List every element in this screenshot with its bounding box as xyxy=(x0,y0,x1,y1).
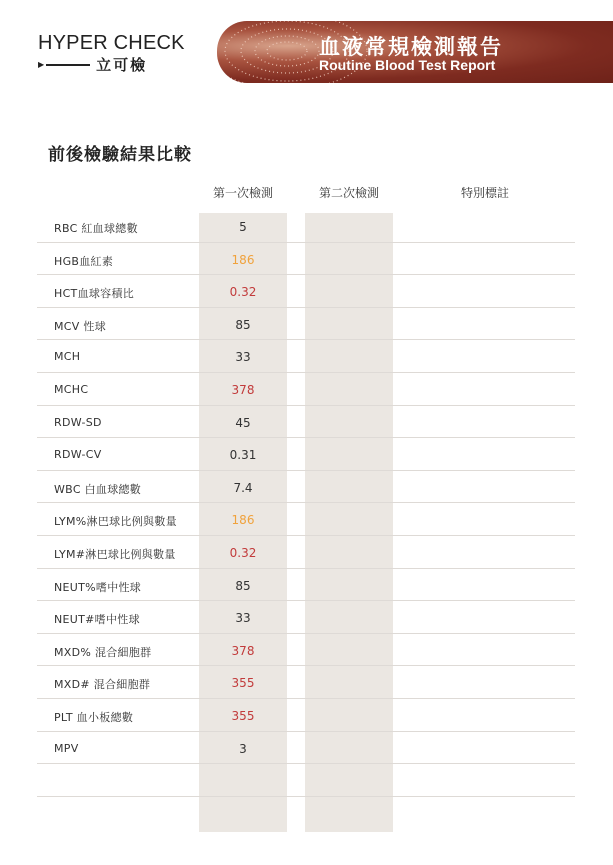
report-title-zh: 血液常規檢測報告 xyxy=(319,35,503,59)
first-test-value: 45 xyxy=(235,415,251,430)
first-test-value: 355 xyxy=(231,708,255,723)
table-row xyxy=(37,471,575,504)
column-header-first: 第一次檢測 xyxy=(212,186,273,200)
row-label: LYM%淋巴球比例與數量 xyxy=(54,515,177,529)
first-test-value: 0.31 xyxy=(229,448,257,463)
table-row xyxy=(37,699,575,732)
table-row xyxy=(37,373,575,406)
brand-name-zh: 立可檢 xyxy=(96,56,148,74)
first-test-value: 85 xyxy=(235,578,251,593)
first-test-value: 355 xyxy=(231,676,255,691)
row-label: MPV xyxy=(54,741,79,755)
first-test-value: 378 xyxy=(231,382,255,397)
table-row xyxy=(37,601,575,634)
report-banner xyxy=(217,21,613,83)
row-label: MXD% 混合細胞群 xyxy=(54,645,152,659)
report-title-en: Routine Blood Test Report xyxy=(319,57,496,73)
row-label: NEUT#嗜中性球 xyxy=(54,613,140,627)
first-test-value: 5 xyxy=(239,220,247,234)
table-row xyxy=(37,275,575,308)
row-label: NEUT%嗜中性球 xyxy=(54,580,142,594)
row-label: HGB血紅素 xyxy=(54,254,114,268)
row-label: RBC 紅血球總數 xyxy=(54,222,138,235)
first-test-value: 33 xyxy=(235,611,251,626)
table-row xyxy=(37,308,575,341)
table-row xyxy=(37,210,575,243)
first-test-value: 378 xyxy=(231,643,255,658)
first-test-value: 186 xyxy=(231,513,255,528)
table-row xyxy=(37,406,575,439)
brand-logo xyxy=(38,33,218,73)
first-test-value: 85 xyxy=(235,317,251,332)
table-row xyxy=(37,666,575,699)
row-label: MCHC xyxy=(54,382,89,396)
brand-divider xyxy=(46,64,90,66)
table-row xyxy=(37,438,575,471)
table-row xyxy=(37,732,575,765)
table-row xyxy=(37,536,575,569)
brand-name-en: HYPER CHECK xyxy=(38,32,185,54)
table-row xyxy=(37,340,575,373)
row-label: HCT血球容積比 xyxy=(54,287,135,301)
row-label: PLT 血小板總數 xyxy=(54,710,134,724)
table-row xyxy=(37,634,575,667)
arrow-icon: ▶ xyxy=(38,60,45,69)
brand-sub xyxy=(38,57,218,73)
first-test-value: 186 xyxy=(231,252,255,267)
row-label: RDW-CV xyxy=(54,448,102,462)
row-label: MCV 性球 xyxy=(54,319,106,333)
row-label: MXD# 混合細胞群 xyxy=(54,678,151,692)
first-test-value: 7.4 xyxy=(233,480,253,495)
row-label: RDW-SD xyxy=(54,415,102,429)
table-row xyxy=(37,243,575,276)
first-test-value: 0.32 xyxy=(229,285,257,300)
table-row xyxy=(37,569,575,602)
column-header-second: 第二次檢測 xyxy=(318,186,379,200)
column-header-notes: 特別標註 xyxy=(460,186,509,200)
first-test-value: 0.32 xyxy=(229,545,257,560)
section-title: 前後檢驗結果比較 xyxy=(48,145,192,165)
row-label: LYM#淋巴球比例與數量 xyxy=(54,547,176,561)
row-label: MCH xyxy=(54,350,81,364)
table-row xyxy=(37,764,575,797)
first-test-value: 33 xyxy=(235,350,251,365)
row-label: WBC 白血球總數 xyxy=(54,482,142,496)
first-test-value: 3 xyxy=(239,741,247,756)
results-table xyxy=(37,210,575,797)
table-row xyxy=(37,503,575,536)
